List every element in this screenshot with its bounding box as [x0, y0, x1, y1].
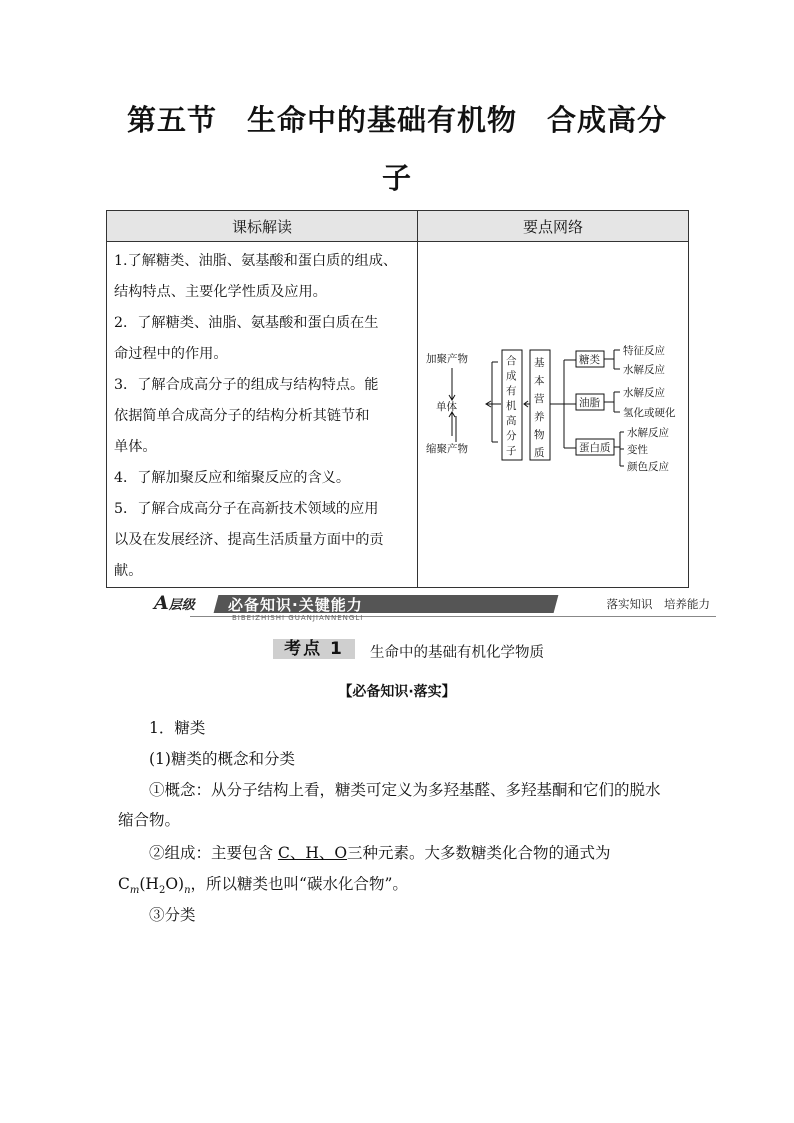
- header-standards: 课标解读: [107, 211, 418, 242]
- box1-char: 有: [506, 385, 517, 397]
- box1-char: 机: [506, 400, 517, 412]
- net-label-monomer: 单体: [436, 401, 457, 413]
- banner-logo: A层级: [154, 592, 195, 614]
- net-item: 变性: [627, 444, 648, 456]
- box2-char: 养: [534, 411, 545, 423]
- paragraph-composition: ②组成：主要包含 C、H、O三种元素。大多数糖类化合物的通式为: [149, 844, 611, 862]
- standard-line: 4．了解加聚反应和缩聚反应的含义。: [114, 470, 351, 486]
- box1-char: 成: [506, 370, 517, 382]
- heading-sugars: 1．糖类: [149, 719, 206, 737]
- box1-char: 合: [506, 355, 517, 367]
- box2-char: 营: [534, 393, 545, 405]
- box2-char: 质: [534, 447, 545, 459]
- knowledge-network-diagram: [418, 242, 689, 585]
- banner-title: 必备知识·关键能力: [228, 596, 363, 614]
- page-title-continued: 子: [381, 161, 412, 195]
- net-cat-sugar: 糖类: [579, 354, 600, 366]
- standard-line: 1.了解糖类、油脂、氨基酸和蛋白质的组成、: [114, 253, 398, 269]
- banner-pinyin: BIBEIZHISHI GUANJIANNENGLI: [232, 614, 364, 622]
- paragraph-concept: ①概念：从分子结构上看，糖类可定义为多羟基醛、多羟基酮和它们的脱水: [149, 781, 661, 799]
- box2-char: 基: [534, 357, 545, 369]
- page-title: 第五节 生命中的基础有机物 合成高分: [126, 103, 667, 137]
- standard-line: 2．了解糖类、油脂、氨基酸和蛋白质在生: [114, 315, 379, 331]
- heading-concept-class: (1)糖类的概念和分类: [149, 750, 295, 768]
- box1-char: 分: [506, 430, 517, 442]
- kaodian-title: 生命中的基础有机化学物质: [370, 645, 544, 661]
- standards-cell: [107, 242, 418, 588]
- standard-line: 以及在发展经济、提高生活质量方面中的贡: [114, 532, 384, 548]
- standard-line: 3．了解合成高分子的组成与结构特点。能: [114, 377, 379, 393]
- net-item: 氢化或硬化: [623, 407, 676, 419]
- net-item: 特征反应: [623, 345, 665, 357]
- net-label-condensation: 缩聚产物: [426, 443, 468, 455]
- box1-char: 高: [506, 415, 517, 427]
- network-cell: [418, 242, 689, 588]
- standard-line: 命过程中的作用。: [114, 346, 228, 362]
- kaodian-badge: 考点 1: [273, 639, 355, 659]
- net-cat-oil: 油脂: [579, 397, 600, 409]
- heading-classification: ③分类: [149, 906, 196, 924]
- net-item: 水解反应: [627, 427, 669, 439]
- standard-line: 献。: [114, 563, 143, 579]
- paragraph-formula: $C_m(H_2O)_n$，所以糖类也叫“碳水化合物”。: [118, 875, 408, 897]
- net-label-addition: 加聚产物: [426, 353, 468, 365]
- standard-line: 结构特点、主要化学性质及应用。: [114, 284, 327, 300]
- answer-elements: C、H、O: [277, 844, 348, 862]
- intro-table: [106, 210, 689, 588]
- box2-char: 本: [534, 375, 545, 387]
- net-item: 水解反应: [623, 364, 665, 376]
- net-item: 水解反应: [623, 387, 665, 399]
- banner-slogan: 落实知识 培养能力: [606, 597, 710, 611]
- net-item: 颜色反应: [627, 461, 669, 473]
- section-banner: [150, 592, 716, 622]
- standard-line: 依据简单合成高分子的结构分析其链节和: [114, 408, 370, 424]
- standard-line: 5．了解合成高分子在高新技术领域的应用: [114, 501, 379, 517]
- standard-line: 单体。: [114, 439, 157, 455]
- header-network: 要点网络: [418, 211, 689, 242]
- paragraph-concept-cont: 缩合物。: [118, 811, 181, 829]
- box1-char: 子: [506, 445, 517, 457]
- net-cat-protein: 蛋白质: [579, 442, 611, 454]
- section-subheading: 【必备知识·落实】: [338, 684, 456, 700]
- box2-char: 物: [534, 429, 545, 441]
